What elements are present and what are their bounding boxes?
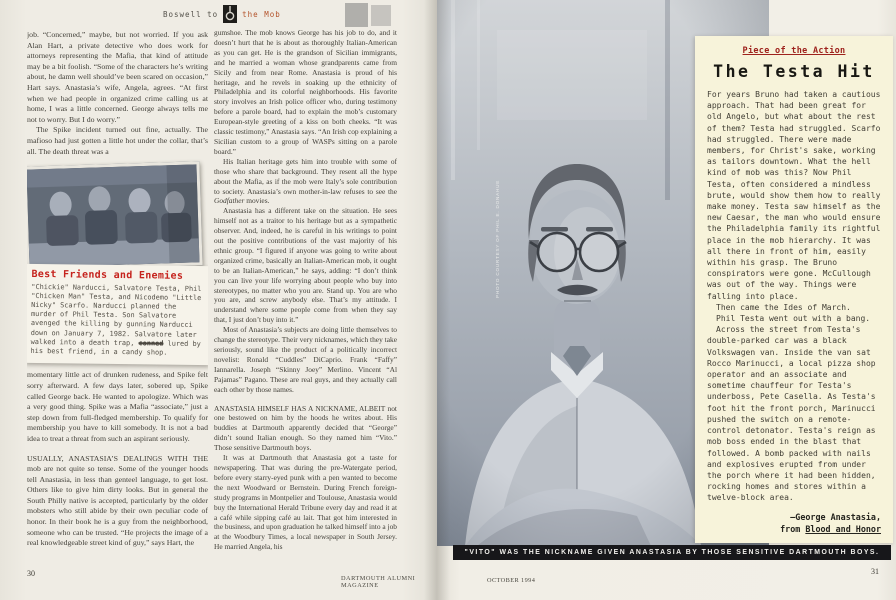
body-paragraph: USUALLY, ANASTASIA’S DEALINGS WITH THE mob are not quite so tense. Some of the younger hoods tell Anastasia, in less than genteel language, to get lost. Others like to give him dirty looks. But in general the South Philly native is accepted, particularly by the older mobsters who still abide by their own peculiar code of honor. In their book he is a guy from the neighborhood, someone who can be trusted. “He projects the image of a real knowledgeable street kind of guy,” says Hart, the xyxy=(27,453,208,548)
page-number-right: 31 xyxy=(871,567,879,576)
attribution-from: from xyxy=(780,523,801,534)
photo-collage xyxy=(27,164,208,364)
sidebar-piece-of-the-action xyxy=(695,36,893,543)
print-mark xyxy=(371,5,391,26)
left-page xyxy=(0,0,437,600)
mobsters-photo xyxy=(27,161,203,270)
noose-icon xyxy=(223,5,237,23)
body-text: His Italian heritage gets him into trouble with some of those who share that background. They resent all the hype about the Mafia, as if the mob were Italy’s sole contribution to society. Anastasia’s own mother-in-law refuses to see the xyxy=(214,156,397,196)
sidebar-title: The Testa Hit xyxy=(713,62,875,81)
body-paragraph: momentary little act of drunken rudeness, and Spike felt sorry afterward. A few days later, sobered up, Spike called George back. He wanted to apologize. Which was a very good thing. Spike was a Mafia “associate,” just a step down from full-fledged membership. To qualify for membership you have to kill somebody. It is not a bad idea to treat a threat from such an aspirant seriously. xyxy=(27,370,208,443)
body-paragraph: Anastasia has a different take on the situation. He sees himself not as a traitor to his heritage but as a sympathetic observer. And, indeed, he is careful in his writings to point out the positive contributions of the vast majority of his ethnic group. “I figured if anyone was going to write about organized crime, basically an Italian-American mob, it ought to be an Italian-American,” he says, adding: “I don’t think you can live your life worrying about people who buy into stereotypes, no matter who you are. Stand up. You are who you are, and screw anybody else. That’s my attitude. I understand where some people come from when they say that, I just don’t buy into it.” xyxy=(214,206,397,325)
print-mark xyxy=(345,3,368,27)
right-page xyxy=(437,0,896,600)
sidebar-paragraph: For years Bruno had taken a cautious approach. That had been great for old Angelo, but what about the rest of them? Testa had struggled. Scarfo had struggled. There were made members, for Christ's sake, working as tailors downtown. What the hell kind of mob was this? Now Phil Testa, often considered a mindless brute, would show them how to really make money. Testa saw himself as the new Caesar, the man who would ensure the Philadelphia family its rightful place in the mob hierarchy. It was all there in front of him, easily within his grasp. The Bruno conspirators were gone. McCullough was out of the way. Things were falling into place. xyxy=(707,90,881,301)
book-title-godfather: Godfather xyxy=(214,196,245,206)
body-paragraph: ANASTASIA HIMSELF HAS A NICKNAME, ALBEIT not one bestowed on him by the hoods he writes about. His buddies at Dartmouth apparently decided that “George” didn’t sound Italian enough. So they named him “Vito.” Those sensitive Dartmouth boys. xyxy=(214,403,397,453)
caption-body xyxy=(30,283,203,359)
photo-credit: PHOTO COURTESY OF PHIL E. DONAHUE xyxy=(495,179,500,298)
struck-word: conned xyxy=(138,339,164,348)
sidebar-paragraph: Across the street from Testa's double-parked car was a black Volkswagen van. Inside the van sat Rocco Marinucci, a local pizza shop operator and an associate and sometime chauffeur for Testa's underboss, Pete Casella. As Testa's foot hit the front porch, Marinucci pushed the switch on a remote-control detonator. Testa's reign as mob boss ended in the blast that followed. A bomb packed with nails and explosives erupted from under the porch where it had been hidden, rocking homes and stores within a twelve-block area. xyxy=(707,325,876,503)
running-header xyxy=(163,5,281,23)
magazine-name: DARTMOUTH ALUMNI MAGAZINE xyxy=(341,575,416,589)
body-paragraph: gumshoe. The mob knows George has his job to do, and it doesn’t hurt that he is about as thoroughly Italian-American as you can get. He is the grandson of Sicilian immigrants, and he married a woman whose grandparents came from Sicily and from near Rome. Anastasia is proud of his heritage, and he revels in soaking up the ethnicity of Philadelphia and its colorful neighborhoods. His favorite story involves an Irish police officer who, during testimony before a parole board, had to explain the mob’s customary European-style greeting of a kiss on both cheeks. “It was classic testimony,” Anastasia says. “An Irish cop explaining a Sicilian custom to a group of WASPs sitting on a parole board.” xyxy=(214,28,397,156)
caption-text-before: "Chickie" Narducci, Salvatore Testa, Phil "Chicken Man" Testa, and Nicodemo "Little Nicky" Scarfo. Narducci planned the murder of Phil Testa. Son Salvatore avenged the killing by gunning Narducci down on January 7, 1982. Salvatore later walked into a death trap, xyxy=(30,282,202,348)
page-number-left: 30 xyxy=(27,569,35,578)
article-column-1 xyxy=(27,30,208,582)
running-header-suffix: the Mob xyxy=(242,9,281,19)
attribution-author: —George Anastasia, xyxy=(790,511,881,522)
caption-title: Best Friends and Enemies xyxy=(31,269,184,282)
article-column-2 xyxy=(214,28,397,590)
caption-text-after: lured by his best friend, in a candy shop. xyxy=(30,339,201,357)
attribution-book-title: Blood and Honor xyxy=(805,523,881,534)
photo-caption-text: "VITO" WAS THE NICKNAME GIVEN ANASTASIA BY THOSE SENSITIVE DARTMOUTH BOYS. xyxy=(464,549,880,556)
body-paragraph: job. “Concerned,” maybe, but not worried. If you ask Alan Hart, a private detective who does work for attorneys representing the Mafia, that kind of attitude may be a bit foolish. “Some of the characters he’s writing about, he damn well should’ve been scared on occasion,” Hart says. Anastasia’s wife, Angela, agrees. “At first when we had people in organized crime calling us at home, I was a little concerned. George always tells me not to worry. But I do worry.” xyxy=(27,30,208,124)
body-paragraph: Most of Anastasia’s subjects are doing little themselves to change the stereotype. Their very nicknames, which they take seriously, sound like the product of a politically incorrect novelist: Ronald “Cuddles” DiCaprio. Frank “Faffy” Iannarella. Joseph “Skinny Joey” Merlino. Vincent “Al Pajamas” Pagano. These are real guys, and they actually call each other by those names. xyxy=(214,325,397,394)
sidebar-attribution xyxy=(707,511,881,535)
attribution-source xyxy=(707,523,881,535)
body-text: movies. xyxy=(244,196,270,206)
photo-caption-card xyxy=(27,264,208,365)
photo-caption-bar xyxy=(453,545,891,560)
issue-date: OCTOBER 1994 xyxy=(487,577,536,584)
running-header-prefix: Boswell to xyxy=(163,9,219,19)
sidebar-paragraph: Phil Testa went out with a bang. xyxy=(716,314,871,324)
sidebar-paragraph: Then came the Ides of March. xyxy=(716,302,851,312)
body-paragraph: The Spike incident turned out fine, actually. The mafioso had just gotten a little hot under the collar, that’s all. The death threat was a xyxy=(27,125,208,156)
body-paragraph: It was at Dartmouth that Anastasia got a taste for newspapering. That was during the pre-Watergate period, before every starry-eyed punk with a pen wanted to become the next Woodward or Bernstein. During French foreign-study programs in Montpelier and Toulouse, Anastasia would buy the International Herald Tribune every day and read it at a café while sipping café au lait. That got him interested in the business, and upon graduation he talked himself into a job at the Woodbury Times, a local newspaper in South Jersey. He married Angela, his xyxy=(214,453,397,552)
body-paragraph xyxy=(214,157,397,207)
sidebar-kicker: Piece of the Action xyxy=(742,46,846,56)
